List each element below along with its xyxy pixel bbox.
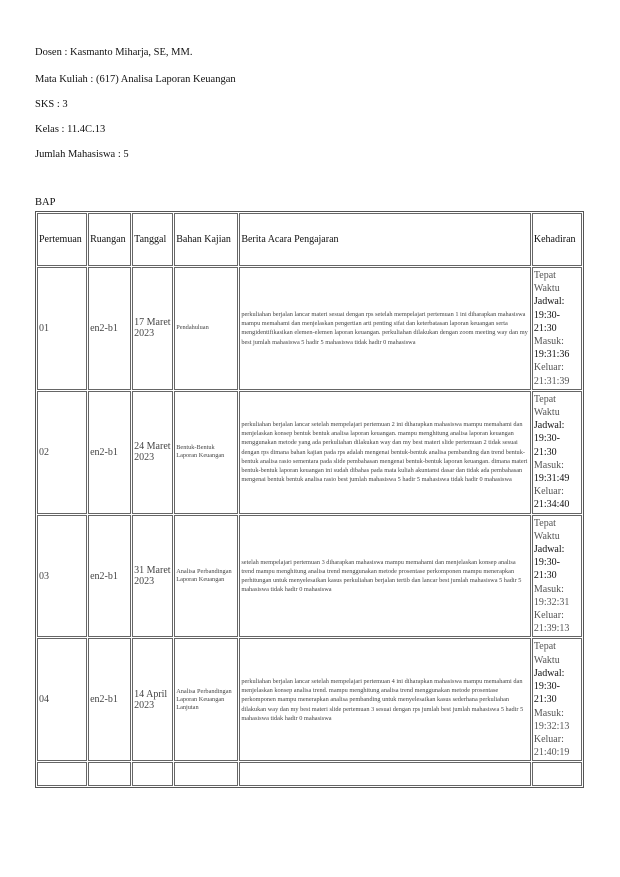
col-pertemuan: Pertemuan: [37, 213, 87, 266]
dosen-line: Dosen : Kasmanto Miharja, SE, MM.: [35, 47, 193, 58]
table-row: [37, 638, 582, 761]
cell-ruangan: en2-b1: [88, 267, 131, 390]
jumlah-mahasiswa-line: Jumlah Mahasiswa : 5: [35, 149, 129, 160]
cell-kehadiran: Tepat Waktu Jadwal: 19:30-21:30 Masuk: 19:32:13 Keluar: 21:40:19: [532, 638, 582, 761]
table-row-partial: [37, 762, 582, 786]
cell-ruangan: en2-b1: [88, 638, 131, 761]
cell-pertemuan: 04: [37, 638, 87, 761]
cell-tanggal: 17 Maret 2023: [132, 267, 173, 390]
cell-bahan-kajian: Pendahuluan: [174, 267, 238, 390]
jadwal-value: 19:30-21:30: [533, 681, 560, 706]
jadwal-value: 19:30-21:30: [533, 309, 560, 334]
masuk-value: 19:31:36: [533, 349, 570, 361]
keluar-value: 21:39:13: [533, 623, 570, 635]
masuk-value: 19:32:31: [533, 596, 570, 608]
cell-berita-acara: setelah mempelajari pertemuan 3 diharapkan mahasiswa mampu memahami dan menjelaskan konsep analisa trend mampu menghitung analisa trend menggunakan metode prosentase perkomponen mampu menerapkan perhitungan untuk menyelesaikan kasus perkuliahan berjalan tertib dan lancar best jumlah mahasiswa 5 hadir 5 mahasiswa tidak hadir 0 mahasiswa: [239, 515, 531, 638]
keluar-value: 21:31:39: [533, 375, 570, 387]
cell-bahan-kajian: Bentuk-Bentuk Laporan Keuangan: [174, 391, 238, 514]
keluar-value: 21:34:40: [533, 499, 570, 511]
cell-bahan-kajian: Analisa Perbandingan Laporan Keuangan Lanjutan: [174, 638, 238, 761]
cell-ruangan: en2-b1: [88, 391, 131, 514]
cell-berita-acara: perkuliahan berjalan lancar setelah mempelajari pertemuan 2 ini diharapkan mahasiswa mampu memahami dan menjelaskan konsep bentuk bentuk analisa laporan keuangan. mampu menghitung analisa laporan keuangan menggunakan metode yang ada perkuliahan dilakukan way dan my best materi slide pertemuan 2 tidak sesuai dengan rps dimana bahan kajian pada rps adalah mengenai bentuk-bentuk analisa pembanding dan trend bentuk-bentuk analisa rasio sementara pada slide pembahasan mengenai bentuk-bentuk laporan keuangan. dimana materi bentuk-bentuk laporan keuangan ini sudah dibahas pada mata kuliah akuntansi dasar dan tidak ada pembahasan mengenai bentuk bentuk analisa rasio best jumlah mahasiswa 5 hadir 5 mahasiswa tidak hadir 0 mahasiswa: [239, 391, 531, 514]
bap-table: [35, 211, 584, 788]
keluar-value: 21:40:19: [533, 747, 570, 759]
mata-kuliah-line: Mata Kuliah : (617) Analisa Laporan Keuangan: [35, 74, 236, 85]
cell-kehadiran: Tepat Waktu Jadwal: 19:30-21:30 Masuk: 19:32:31 Keluar: 21:39:13: [532, 515, 582, 638]
col-kehadiran: Kehadiran: [532, 213, 582, 266]
cell-kehadiran: Tepat Waktu Jadwal: 19:30-21:30 Masuk: 19:31:36 Keluar: 21:31:39: [532, 267, 582, 390]
kelas-line: Kelas : 11.4C.13: [35, 124, 106, 135]
cell-tanggal: 31 Maret 2023: [132, 515, 173, 638]
table-row: [37, 391, 582, 514]
cell-pertemuan: 01: [37, 267, 87, 390]
cell-kehadiran: Tepat Waktu Jadwal: 19:30-21:30 Masuk: 19:31:49 Keluar: 21:34:40: [532, 391, 582, 514]
col-berita-acara: Berita Acara Pengajaran: [239, 213, 531, 266]
masuk-value: 19:31:49: [533, 473, 570, 485]
jadwal-value: 19:30-21:30: [533, 557, 560, 582]
col-ruangan: Ruangan: [88, 213, 131, 266]
jadwal-value: 19:30-21:30: [533, 433, 560, 458]
sks-line: SKS : 3: [35, 99, 68, 110]
cell-berita-acara: perkuliahan berjalan lancar materi sesuai dengan rps setelah mempelajari pertemuan 1 ini diharapkan mahasiswa mampu memahami dan menjelaskan pengertian arti penting sifat dan keterbatasan laporan keuangan serta mengidentifikasikan elemen-elemen laporan keuangan. perkuliahan dilakukan dengan zoom meeting way dan my best jumlah mahasiswa 5 hadir 5 mahasiswa tidak hadir 0 mahasiswa: [239, 267, 531, 390]
table-row: [37, 515, 582, 638]
cell-pertemuan: 02: [37, 391, 87, 514]
cell-bahan-kajian: Analisa Perbandingan Laporan Keuangan: [174, 515, 238, 638]
col-bahan-kajian: Bahan Kajian: [174, 213, 238, 266]
cell-tanggal: 14 April 2023: [132, 638, 173, 761]
cell-ruangan: en2-b1: [88, 515, 131, 638]
cell-tanggal: 24 Maret 2023: [132, 391, 173, 514]
masuk-value: 19:32:13: [533, 720, 570, 732]
col-tanggal: Tanggal: [132, 213, 173, 266]
table-header-row: [37, 213, 582, 266]
bap-title: BAP: [35, 197, 56, 208]
cell-pertemuan: 03: [37, 515, 87, 638]
cell-berita-acara: perkuliahan berjalan lancar setelah mempelajari pertemuan 4 ini diharapkan mahasiswa mampu memahami dan menjelaskan konsep analisa trend. mampu menghitung analisa trend menggunakan metode prosentase perkomponen mampu menerapkan analisa pembanding untuk menyelesaikan kasus sederhana perkuliahan dilakukan way dan my best materi slide pertemuan 3 sesuai dengan rps jumlah best jumlah mahasiswa 5 hadir 5 mahasiswa tidak hadir 0 mahasiswa: [239, 638, 531, 761]
table-row: [37, 267, 582, 390]
